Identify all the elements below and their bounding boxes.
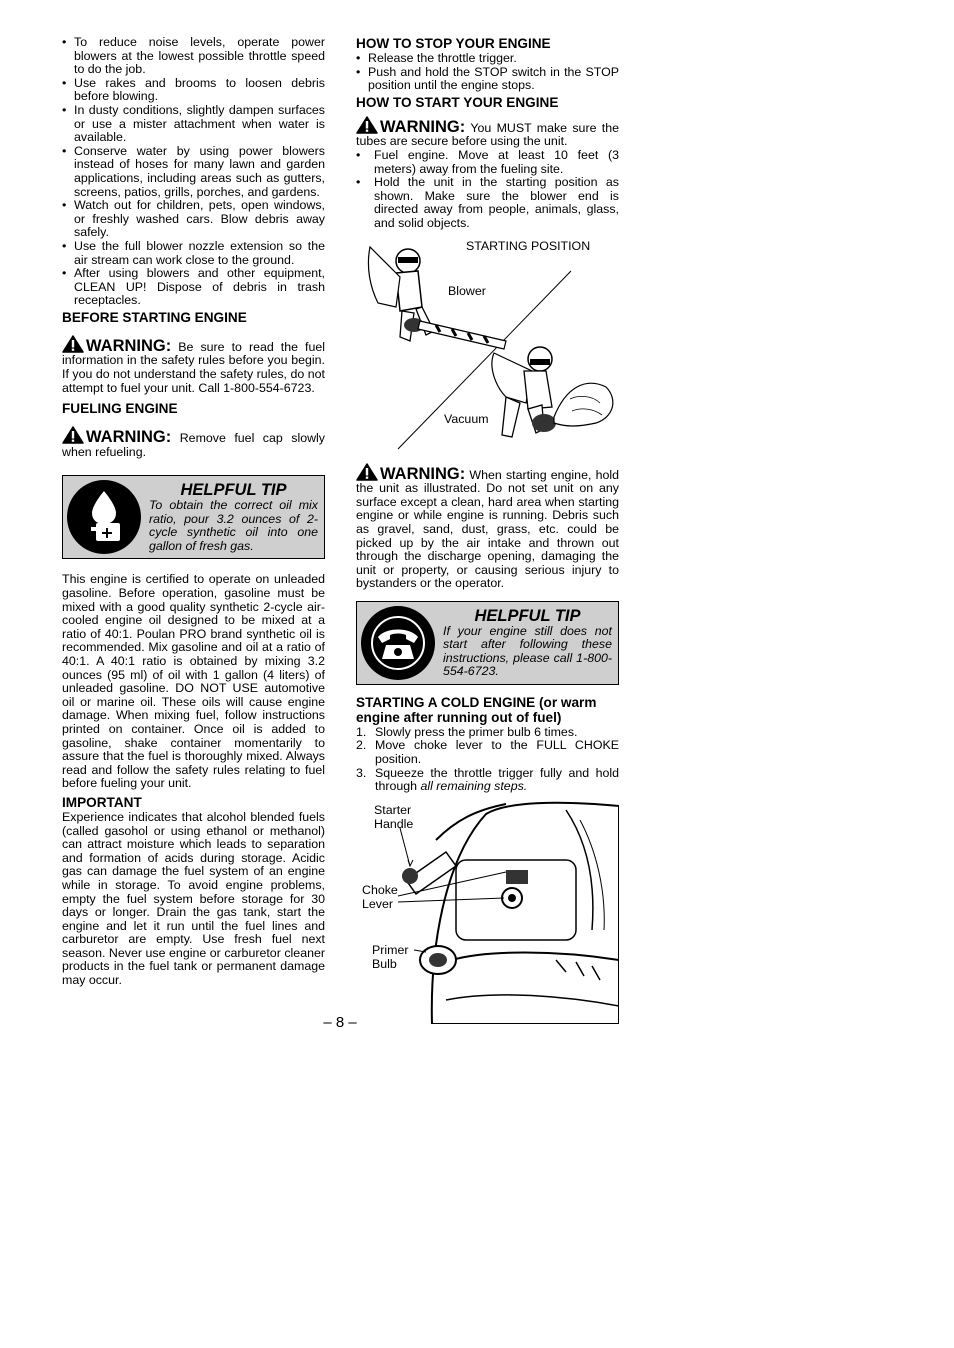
warning-text: Be sure to read the fuel information in the safety rules before you begin. If you do not understand the safety rules, do not attempt to fuel your unit. Call 1-800-554-6723. [62,339,325,395]
before-starting-warning [62,335,325,395]
list-item: • Hold the unit in the starting position as shown. Make sure the blower end is directed away from people, animals, glass, and solid objects. [356,176,619,230]
primer-label-line1: Primer [372,942,409,957]
stop-engine-list [356,52,619,93]
telephone-icon [361,606,435,680]
step-number: 2. [356,738,367,753]
list-item: • In dusty conditions, slightly dampen surfaces or use a mister attachment when water is available. [62,104,325,145]
warning-icon [356,463,378,481]
warning-label: WARNING: [380,464,466,483]
list-item: • After using blowers and other equipment, CLEAN UP! Dispose of debris in trash receptacles. [62,267,325,308]
important-paragraph: Experience indicates that alcohol blended fuels (called gasohol or using ethanol or methanol) can attract moisture which leads to separation and formation of acids during storage. Acidic gas can damage the fuel system of an engine while in storage. To avoid engine problems, empty the fuel system before storage for 30 days or longer. Drain the gas tank, start the engine and let it run until the fuel lines and carburetor are empty. Use fresh fuel next season. Never use engine or carburetor cleaner products in the fuel tank or permanent damage may occur. [62,809,325,988]
list-item: • Fuel engine. Move at least 10 feet (3 meters) away from the fueling site. [356,149,619,176]
warning-icon [356,116,378,134]
engine-controls-illustration [356,800,619,1024]
starting-warning [356,463,619,591]
cold-engine-steps [356,726,619,794]
list-item: • To reduce noise levels, operate power blowers at the lowest possible throttle speed to do the job. [62,36,325,77]
choke-label-line2: Lever [362,896,393,911]
environment-tips-list [62,36,325,308]
list-item [356,767,619,794]
right-column [356,36,619,1024]
step-text: Slowly press the primer bulb 6 times. [375,724,578,739]
fuel-can-icon [67,480,141,554]
step-number: 3. [356,765,367,780]
warning-label: WARNING: [86,428,172,447]
important-heading: IMPORTANT [62,794,142,810]
choke-label-line1: Choke [362,882,398,897]
step-text: Squeeze the throttle trigger fully and hold through [375,765,619,794]
list-item: • Watch out for children, pets, open windows, or freshly washed cars. Blow debris away safely. [62,199,325,240]
tip-title: HELPFUL TIP [474,606,581,625]
starter-label-line1: Starter [374,802,412,817]
warning-icon [62,335,84,353]
primer-label-line2: Bulb [372,956,397,971]
starting-position-title: STARTING POSITION [466,238,591,253]
tip-title: HELPFUL TIP [180,481,287,500]
before-starting-heading: BEFORE STARTING ENGINE [62,309,247,325]
list-item: • Release the throttle trigger. [356,52,619,66]
start-engine-list [356,149,619,231]
starter-label-line2: Handle [374,816,414,831]
list-item: • Use the full blower nozzle extension so the air stream can work close to the ground. [62,240,325,267]
page-number: – 8 – [323,1014,357,1031]
left-column [62,36,325,988]
step-text-emphasis: all remaining steps. [420,779,528,794]
list-item: • Push and hold the STOP switch in the STOP position until the engine stops. [356,66,619,93]
engine-controls-figure [356,800,619,1024]
fueling-warning [62,426,325,459]
step-number: 1. [356,724,367,739]
stop-engine-heading: HOW TO STOP YOUR ENGINE [356,36,551,51]
warning-text: When starting engine, hold the unit as illustrated. Do not set unit on any surface except a clean, hard area when starting engine or while engine is running. Debris such as gravel, sand, dust, grass, etc. could be picked up by the air intake and thrown out through the discharge opening, damaging the unit or property, or causing serious injury to bystanders or the operator. [356,467,619,591]
starting-position-figure [356,237,619,453]
helpful-tip-call [356,601,619,685]
tip-body: To obtain the correct oil mix ratio, pour 3.2 ounces of 2-cycle synthetic oil into one gallon of fresh gas. [149,498,318,554]
start-engine-warning [356,116,619,149]
warning-text: Remove fuel cap slowly when refueling. [62,431,325,459]
vacuum-label: Vacuum [444,411,489,426]
warning-label: WARNING: [86,336,172,355]
list-item [356,726,619,740]
tip-body: If your engine still does not start after following these instructions, please call 1-800-554-6723. [443,623,612,679]
warning-text: You MUST make sure the tubes are secure before using the unit. [356,120,620,149]
helpful-tip-oil [62,475,325,559]
cold-engine-heading: STARTING A COLD ENGINE (or warm engine after running out of fuel) [356,694,597,725]
warning-icon [62,426,84,444]
list-item [356,739,619,766]
step-text: Move choke lever to the FULL CHOKE position. [375,738,619,767]
start-engine-heading: HOW TO START YOUR ENGINE [356,94,559,110]
warning-label: WARNING: [380,117,466,136]
blower-label: Blower [448,283,486,298]
fueling-heading: FUELING ENGINE [62,401,178,417]
fuel-paragraph: This engine is certified to operate on unleaded gasoline. Before operation, gasoline must be mixed with a good quality synthetic 2-cycle air-cooled engine oil designed to be mixed at a ratio of 40:1. Poulan PRO brand synthetic oil is recommended. Mix gasoline and oil at a ratio of 40:1. A 40:1 ratio is obtained by mixing 3.2 ounces (95 ml) of oil with 1 gallon (4 liters) of unleaded gasoline. DO NOT USE automotive oil or marine oil. These oils will cause engine damage. When mixing fuel, follow instructions printed on container. Once oil is added to gasoline, shake container momentarily to assure that the fuel is thoroughly mixed. Always read and follow the safety rules relating to fuel before fueling your unit. [62,572,325,791]
list-item: • Conserve water by using power blowers instead of hoses for many lawn and garden applications, including areas such as gutters, screens, patios, grills, porches, and gardens. [62,145,325,199]
list-item: • Use rakes and brooms to loosen debris before blowing. [62,77,325,104]
